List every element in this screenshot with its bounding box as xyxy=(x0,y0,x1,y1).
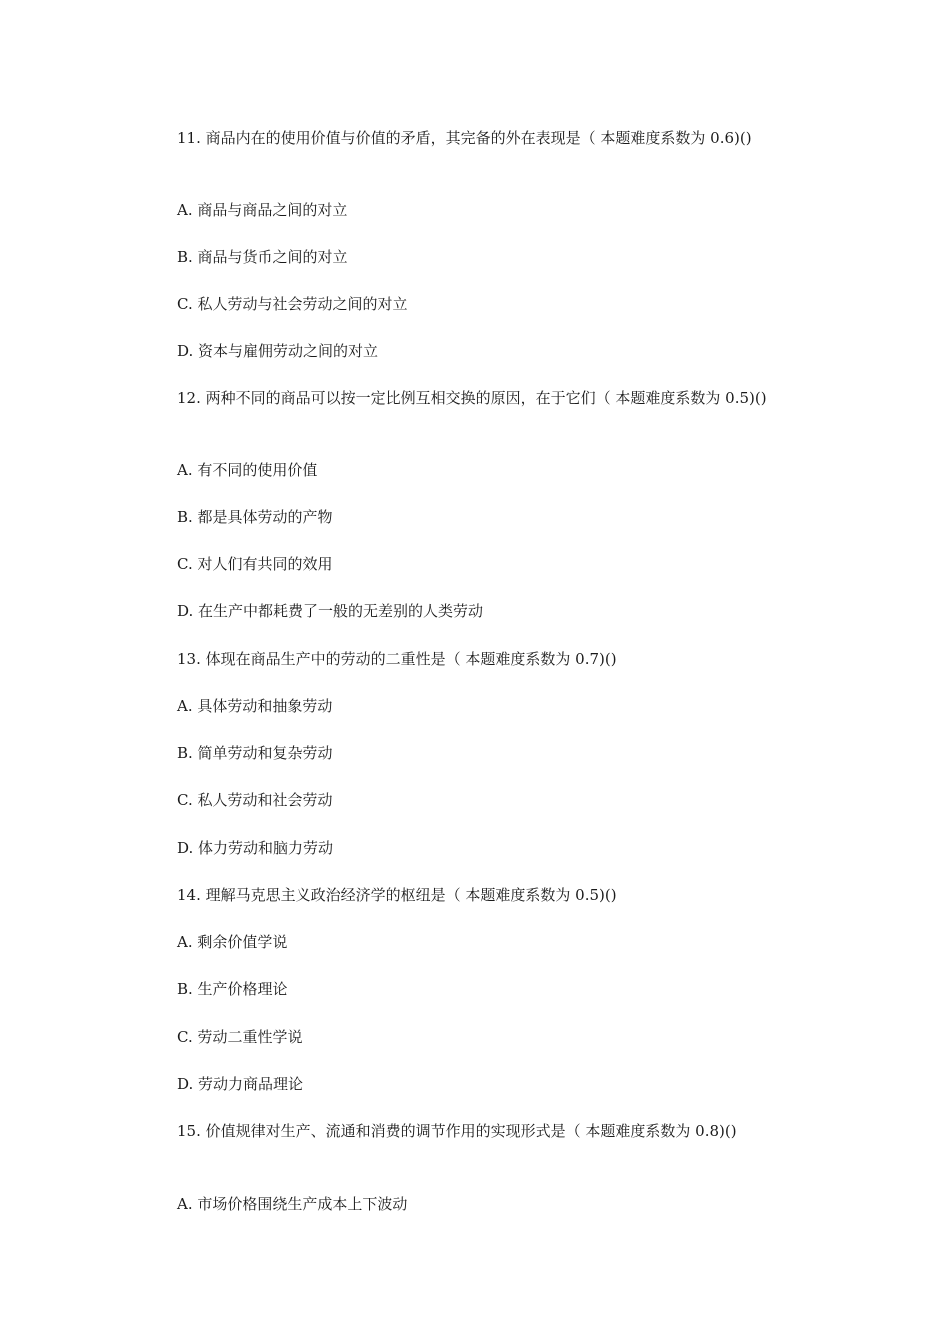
question-11-option-b: B. 商品与货币之间的对立 xyxy=(177,248,348,266)
question-12-option-c: C. 对人们有共同的效用 xyxy=(177,555,333,573)
question-13-option-b: B. 简单劳动和复杂劳动 xyxy=(177,744,333,762)
question-13-option-a: A. 具体劳动和抽象劳动 xyxy=(177,697,333,715)
question-11-option-c: C. 私人劳动与社会劳动之间的对立 xyxy=(177,295,408,313)
question-15-option-a: A. 市场价格围绕生产成本上下波动 xyxy=(177,1195,408,1213)
question-14-option-d: D. 劳动力商品理论 xyxy=(177,1075,304,1093)
question-14-stem: 14. 理解马克思主义政治经济学的枢纽是（ 本题难度系数为 0.5)() xyxy=(177,886,617,904)
question-11-stem: 11. 商品内在的使用价值与价值的矛盾，其完备的外在表现是（ 本题难度系数为 0.6)() xyxy=(177,129,752,147)
question-15-stem: 15. 价值规律对生产、流通和消费的调节作用的实现形式是（ 本题难度系数为 0.8)() xyxy=(177,1122,737,1140)
question-12-stem: 12. 两种不同的商品可以按一定比例互相交换的原因，在于它们（ 本题难度系数为 0.5)() xyxy=(177,389,767,407)
question-11-option-a: A. 商品与商品之间的对立 xyxy=(177,201,348,219)
question-14-option-a: A. 剩余价值学说 xyxy=(177,933,288,951)
question-14-option-b: B. 生产价格理论 xyxy=(177,980,288,998)
question-13-option-c: C. 私人劳动和社会劳动 xyxy=(177,791,333,809)
question-13-stem: 13. 体现在商品生产中的劳动的二重性是（ 本题难度系数为 0.7)() xyxy=(177,650,617,668)
question-11-option-d: D. 资本与雇佣劳动之间的对立 xyxy=(177,342,379,360)
question-13-option-d: D. 体力劳动和脑力劳动 xyxy=(177,839,334,857)
question-12-option-b: B. 都是具体劳动的产物 xyxy=(177,508,333,526)
question-14-option-c: C. 劳动二重性学说 xyxy=(177,1028,303,1046)
question-12-option-a: A. 有不同的使用价值 xyxy=(177,461,318,479)
question-12-option-d: D. 在生产中都耗费了一般的无差别的人类劳动 xyxy=(177,602,484,620)
